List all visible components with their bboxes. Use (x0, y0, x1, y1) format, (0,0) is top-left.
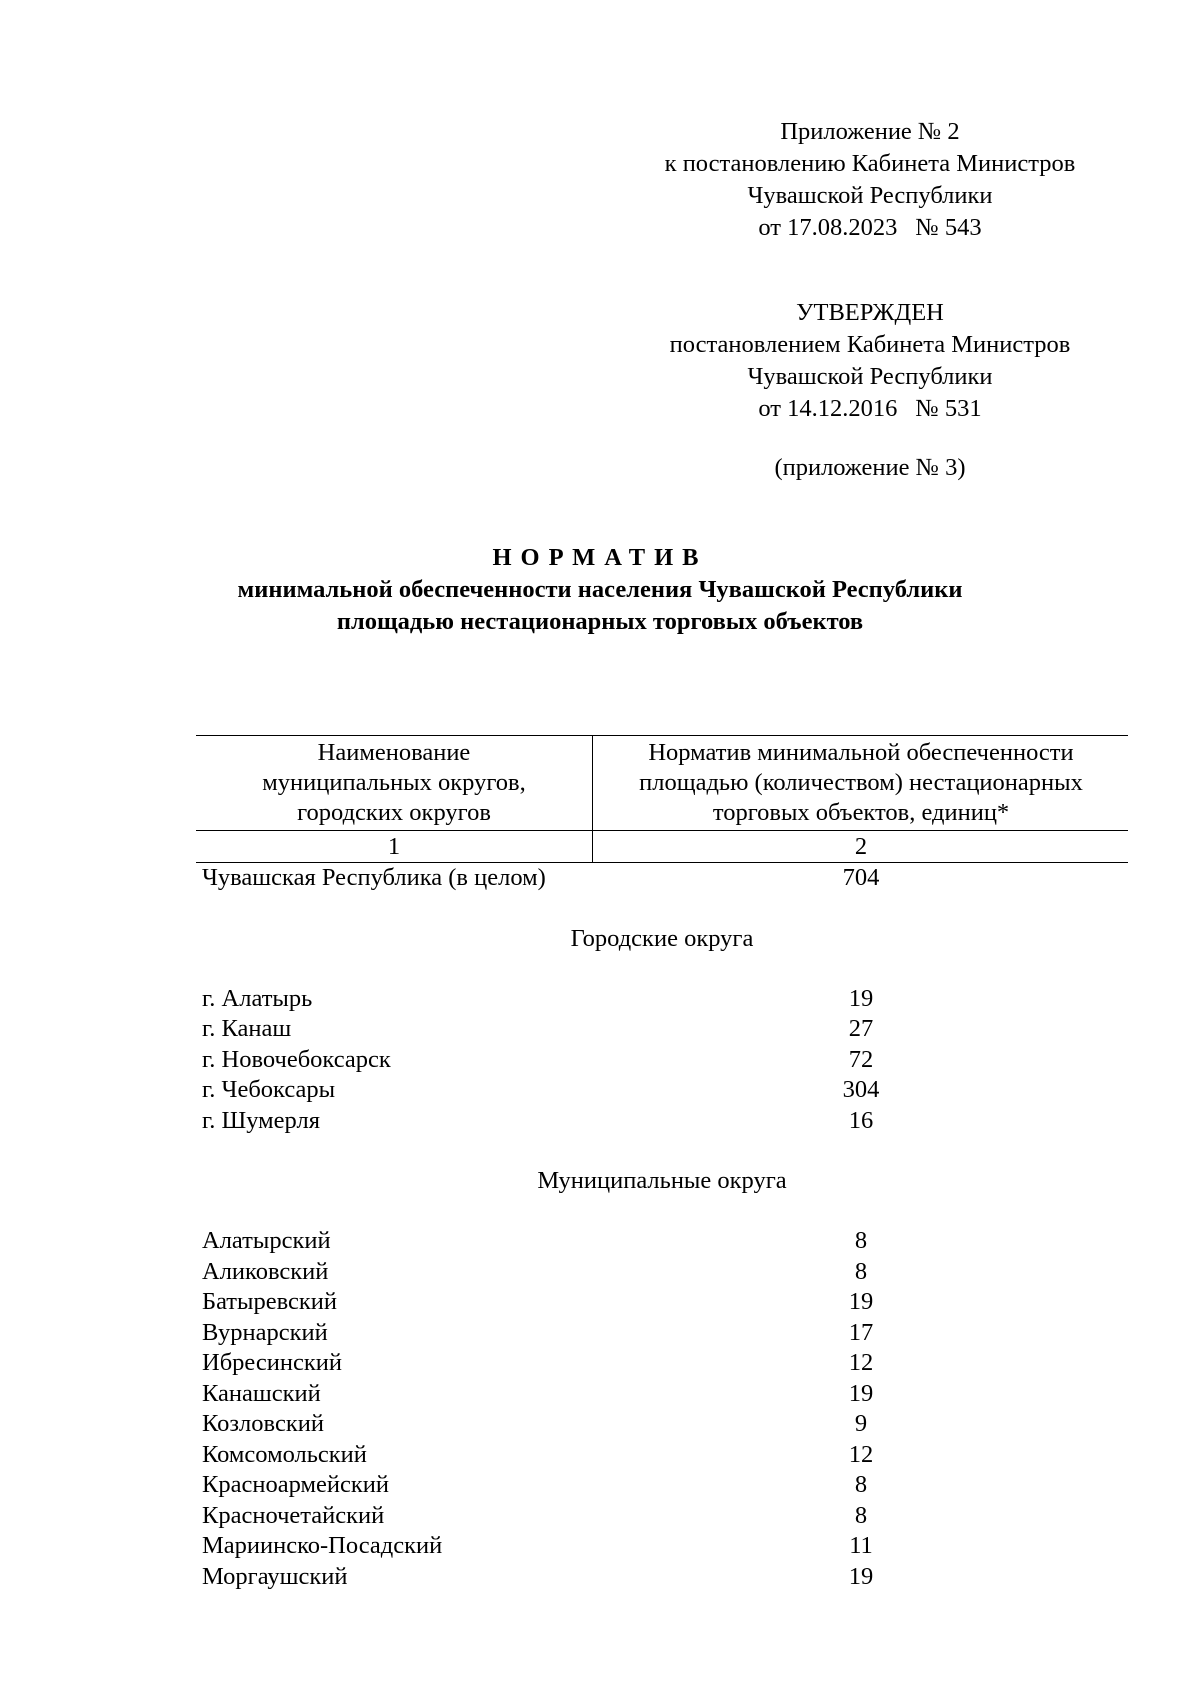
norms-table (196, 735, 1128, 1592)
column-numbers-row (196, 831, 1128, 863)
approved-number: № 531 (915, 395, 982, 422)
table-row: г. Новочебоксарск 72 (202, 1045, 874, 1073)
table-row: Канашский 19 (202, 1379, 874, 1407)
table-row: Красноармейский 8 (202, 1471, 868, 1498)
column-header-norm: Норматив минимальной обеспеченности площадью (количеством) нестационарных торговых объектов, единиц* (639, 739, 1083, 826)
table-row: Козловский 9 (202, 1410, 868, 1437)
approved-annex (620, 452, 1120, 484)
table-row: Моргаушский 19 (202, 1562, 874, 1590)
approved-date: от 14.12.2016 (758, 395, 898, 422)
table-row: Вурнарский 17 (202, 1318, 874, 1346)
table-header (196, 735, 1128, 831)
table-row: Красночетайский 8 (202, 1501, 868, 1529)
table-row: г. Алатырь 19 (202, 984, 874, 1012)
section-title-city-districts: Городские округа (570, 924, 754, 952)
appendix-block (620, 116, 1120, 244)
table-row: г. Чебоксары 304 (202, 1076, 880, 1103)
table-row: Мариинско-Посадский 11 (202, 1532, 873, 1559)
table-row: г. Канаш 27 (202, 1015, 874, 1042)
appendix-line2: к постановлению Кабинета Министров (664, 150, 1076, 177)
appendix-line3: Чувашской Республики (747, 182, 993, 209)
table-row: г. Шумерля 16 (202, 1106, 874, 1134)
title-line3: площадью нестационарных торговых объектов (336, 608, 864, 635)
approved-line3: Чувашской Республики (747, 363, 993, 390)
table-row: Аликовский 8 (202, 1257, 868, 1285)
approved-line1: УТВЕРЖДЕН (796, 299, 944, 326)
approved-line2: постановлением Кабинета Министров (669, 331, 1071, 358)
section-title-municipal-districts: Муниципальные округа (537, 1167, 787, 1194)
column-header-name: Наименование муниципальных округов, городских округов (262, 739, 526, 826)
table-row: Ибресинский 12 (202, 1349, 874, 1376)
table-row: Батыревский 19 (202, 1288, 874, 1315)
approved-annex-text: (приложение № 3) (774, 454, 966, 481)
approved-date-line (620, 393, 1120, 425)
appendix-number: № 543 (915, 214, 982, 241)
appendix-line1: Приложение № 2 (780, 118, 960, 145)
section-city-districts (196, 984, 1128, 1137)
title-main: НОРМАТИВ (492, 544, 708, 571)
table-row: Алатырский 8 (202, 1227, 868, 1254)
appendix-date-line (620, 212, 1120, 244)
table-body (196, 863, 1128, 1592)
column-number-2: 2 (854, 833, 868, 860)
table-row-total (196, 863, 1128, 894)
table-row: Комсомольский 12 (202, 1440, 874, 1468)
row-name: Чувашская Республика (в целом) (202, 864, 546, 891)
approved-block (620, 297, 1120, 425)
document-title (0, 542, 1200, 638)
row-value: 704 (842, 864, 880, 891)
column-number-1: 1 (387, 833, 401, 860)
title-line2: минимальной обеспеченности населения Чувашской Республики (237, 576, 963, 603)
appendix-date: от 17.08.2023 (758, 214, 898, 241)
section-municipal-districts (196, 1226, 1128, 1592)
